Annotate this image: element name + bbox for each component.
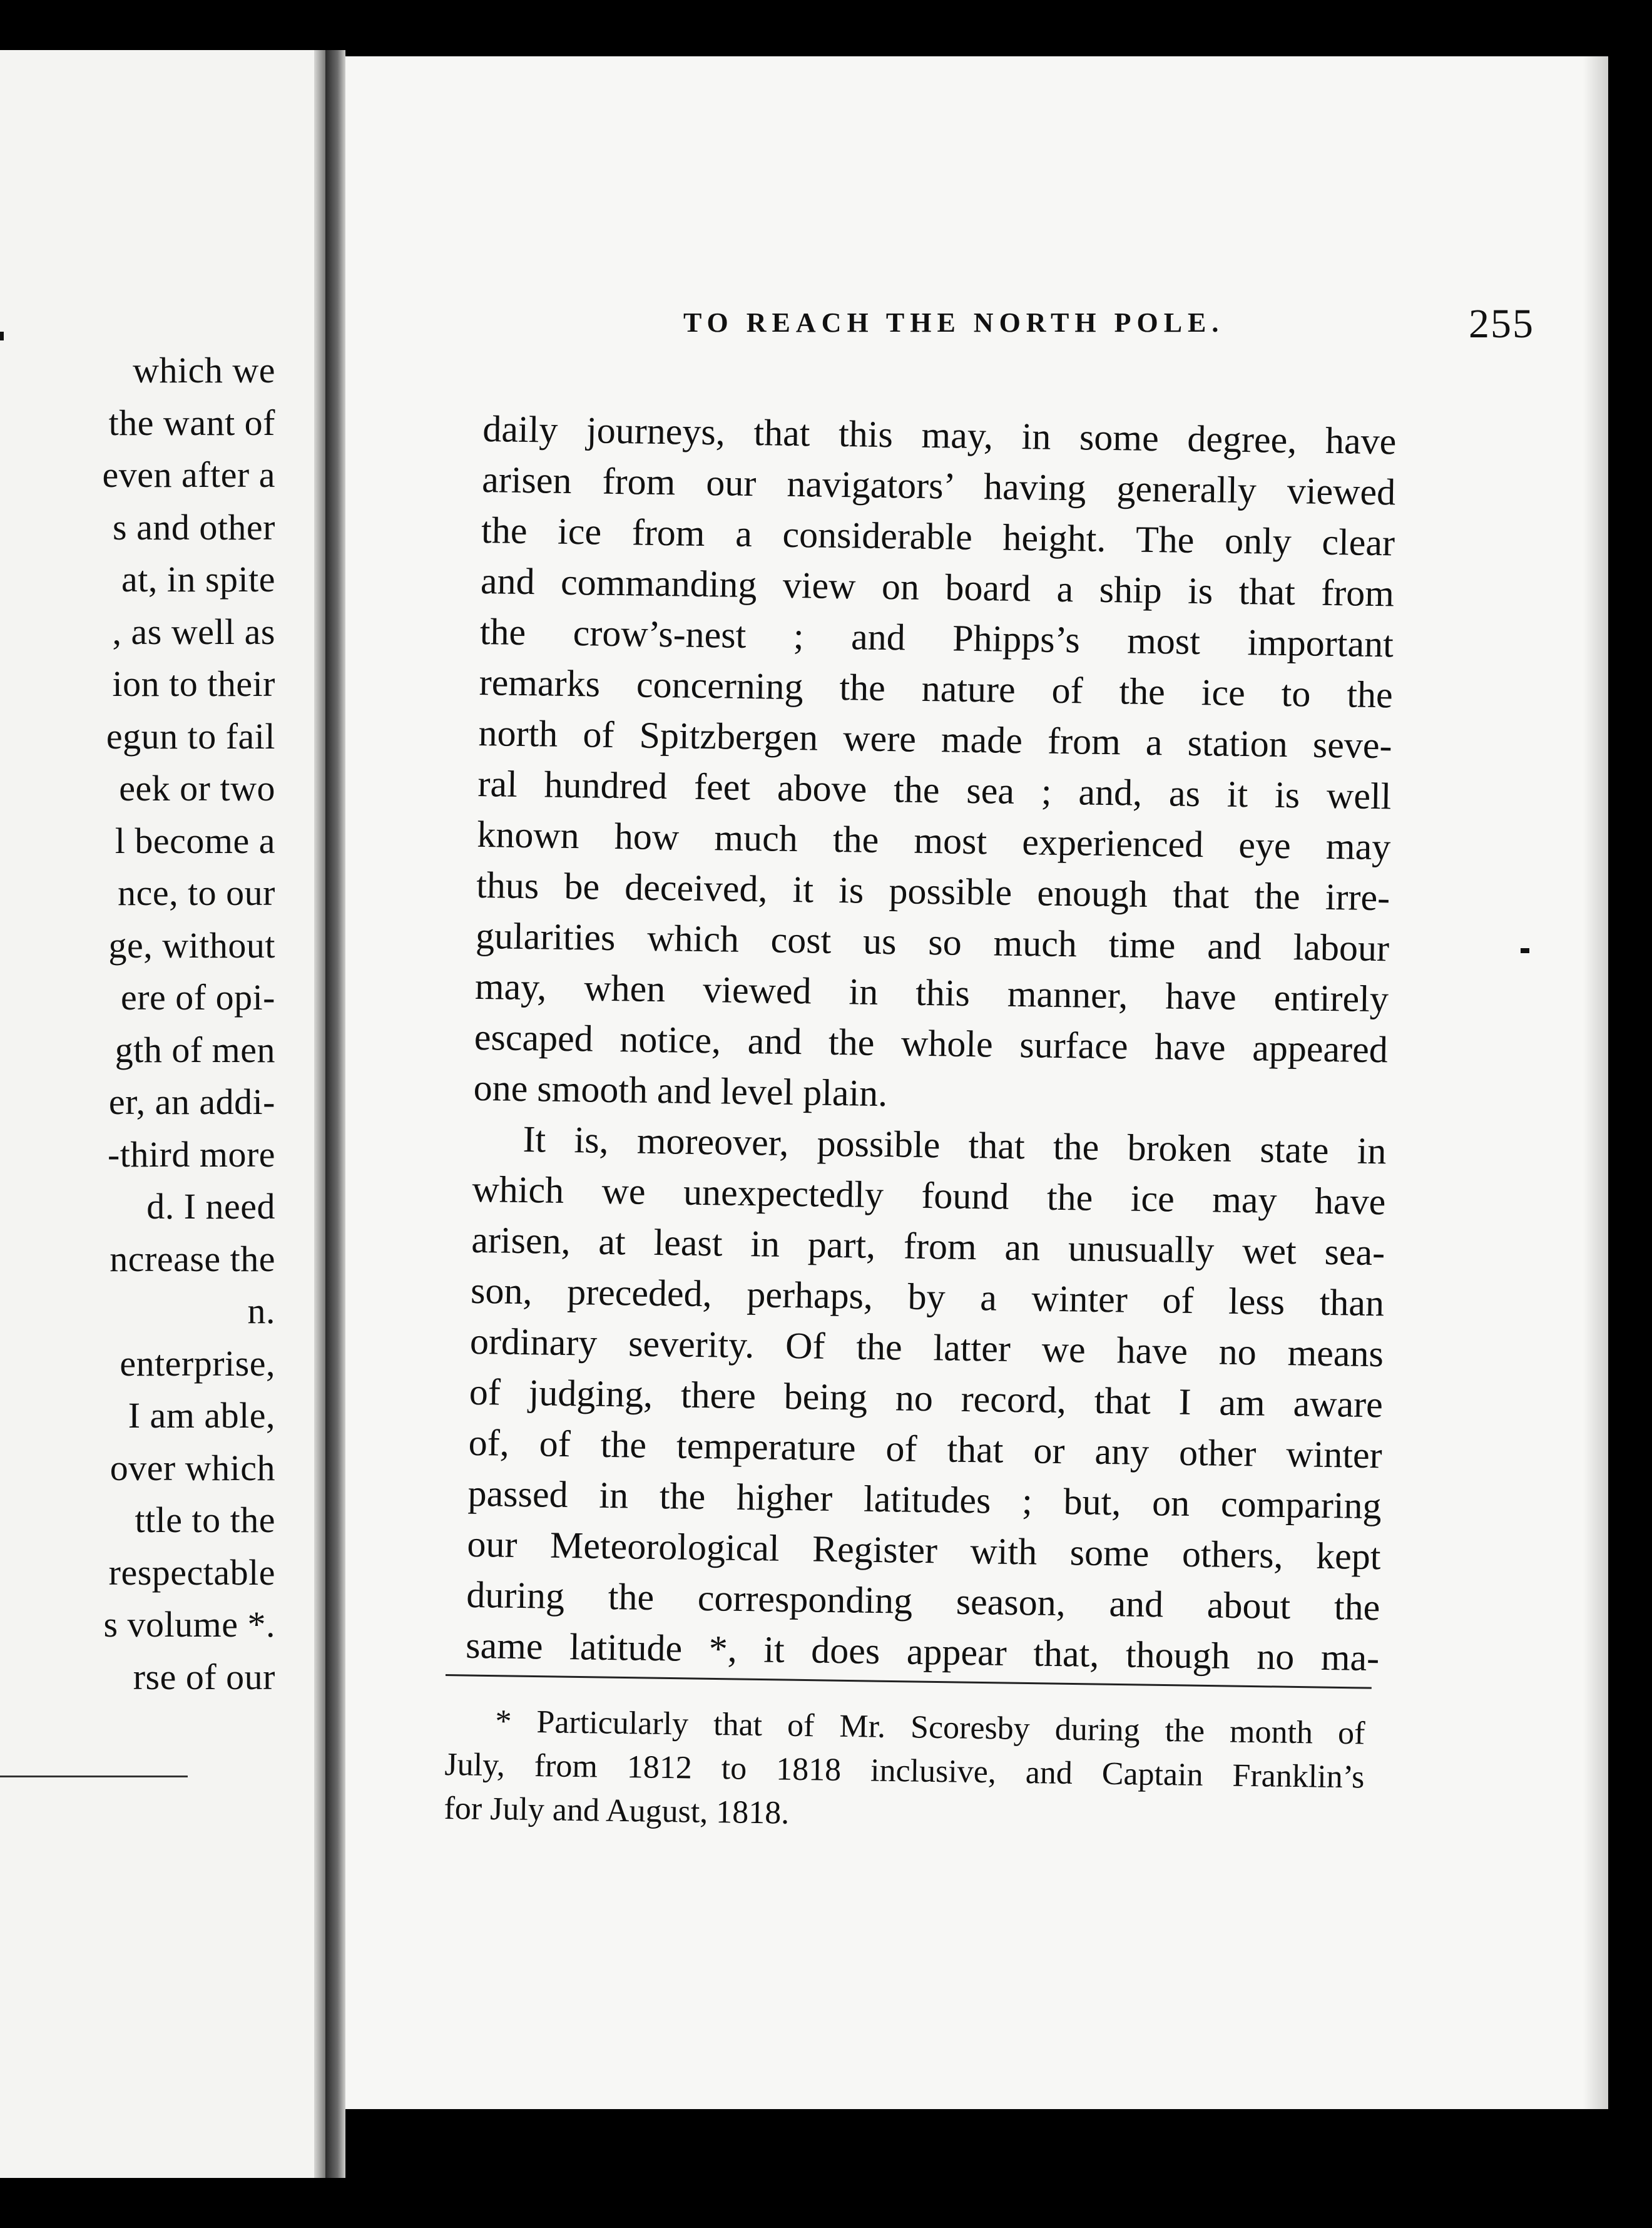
left-text-line: l become a bbox=[115, 820, 275, 861]
page-edge-shadow bbox=[1583, 56, 1608, 2109]
left-page bbox=[0, 50, 325, 2178]
body-line: and commanding view on board a ship is that from bbox=[480, 560, 1395, 615]
body-line: same latitude *, it does appear that, though no ma- bbox=[465, 1624, 1380, 1679]
body-line: north of Spitzbergen were made from a station seve- bbox=[478, 712, 1392, 767]
footnote bbox=[444, 1699, 1365, 1844]
body-line: arisen from our navigators’ having generally viewed bbox=[481, 458, 1396, 513]
running-head bbox=[683, 301, 1559, 369]
body-line: daily journeys, that this may, in some degree, have bbox=[482, 407, 1397, 462]
body-line: ral hundred feet above the sea ; and, as it is well bbox=[477, 762, 1392, 817]
body-line: remarks concerning the nature of the ice to the bbox=[479, 661, 1394, 716]
spine-shadow bbox=[314, 50, 325, 2178]
left-text-line: even after a bbox=[102, 454, 275, 495]
left-text-line: ttle to the bbox=[135, 1500, 275, 1540]
left-page-text bbox=[0, 344, 275, 1703]
running-title: TO REACH THE NORTH POLE. bbox=[683, 307, 1225, 338]
left-text-line: enterprise, bbox=[120, 1342, 275, 1384]
body-line: of, of the temperature of that or any other winter bbox=[468, 1421, 1383, 1476]
left-text-line: I am able, bbox=[128, 1395, 275, 1436]
left-text-line: s and other bbox=[113, 506, 275, 548]
body-line: arisen, at least in part, from an unusually wet sea- bbox=[471, 1219, 1385, 1274]
left-text-line: d. I need bbox=[146, 1186, 275, 1227]
body-line: known how much the most experienced eye may bbox=[476, 813, 1391, 868]
body-line: during the corresponding season, and about the bbox=[466, 1573, 1380, 1628]
left-text-line: respectable bbox=[108, 1551, 275, 1593]
left-text-line: the want of bbox=[108, 402, 275, 443]
body-line: the ice from a considerable height. The only clear bbox=[481, 509, 1395, 564]
body-line: which we unexpectedly found the ice may have bbox=[472, 1168, 1386, 1223]
left-text-line: s volume *. bbox=[103, 1604, 275, 1645]
footnote-line: * Particularly that of Mr. Scoresby during the month of bbox=[495, 1704, 1365, 1752]
footnote-line: for July and August, 1818. bbox=[444, 1790, 790, 1831]
body-text bbox=[466, 404, 1397, 1684]
book-gutter bbox=[325, 50, 345, 2178]
body-line: escaped notice, and the whole surface have appeared bbox=[474, 1016, 1389, 1071]
left-text-line: n. bbox=[247, 1290, 275, 1331]
left-footnote-rule bbox=[0, 1776, 188, 1777]
body-line: ordinary severity. Of the latter we have no means bbox=[469, 1320, 1384, 1375]
left-text-line: ere of opi- bbox=[120, 977, 275, 1018]
body-line: son, preceded, perhaps, by a winter of less than bbox=[470, 1269, 1385, 1324]
left-text-line: ge, without bbox=[108, 924, 275, 966]
right-page bbox=[345, 56, 1608, 2109]
body-line: of judging, there being no record, that I am aware bbox=[469, 1371, 1384, 1426]
body-line: passed in the higher latitudes ; but, on comparing bbox=[467, 1472, 1382, 1527]
left-text-line: gth of men bbox=[115, 1029, 275, 1070]
body-line: may, when viewed in this manner, have entirely bbox=[474, 965, 1389, 1020]
left-text-line: , as well as bbox=[112, 611, 275, 652]
body-line: the crow’s-nest ; and Phipps’s most important bbox=[479, 610, 1394, 665]
left-text-line: ncrease the bbox=[110, 1238, 275, 1279]
left-text-line: nce, to our bbox=[118, 872, 275, 913]
left-text-line: -third more bbox=[107, 1133, 275, 1175]
left-text-line: er, an addi- bbox=[108, 1081, 275, 1122]
footnote-line: July, from 1812 to 1818 inclusive, and Captain Franklin’s bbox=[444, 1746, 1365, 1796]
ink-mark bbox=[0, 332, 4, 340]
left-text-line: rse of our bbox=[133, 1656, 275, 1697]
body-line: gularities which cost us so much time and labour bbox=[475, 914, 1390, 969]
left-text-line: over which bbox=[110, 1447, 275, 1488]
page-number: 255 bbox=[1469, 301, 1534, 347]
left-text-line: egun to fail bbox=[106, 715, 275, 757]
left-text-line: eek or two bbox=[119, 768, 275, 809]
body-line: thus be deceived, it is possible enough that the irre- bbox=[476, 864, 1390, 919]
body-line: one smooth and level plain. bbox=[473, 1066, 888, 1115]
left-text-line: at, in spite bbox=[121, 559, 275, 600]
body-line: It is, moreover, possible that the broken state in bbox=[523, 1118, 1387, 1172]
left-text-line: ion to their bbox=[112, 663, 275, 704]
left-text-line: which we bbox=[133, 350, 275, 391]
ink-mark bbox=[1521, 948, 1529, 953]
body-line: our Meteorological Register with some others, kept bbox=[467, 1523, 1381, 1578]
